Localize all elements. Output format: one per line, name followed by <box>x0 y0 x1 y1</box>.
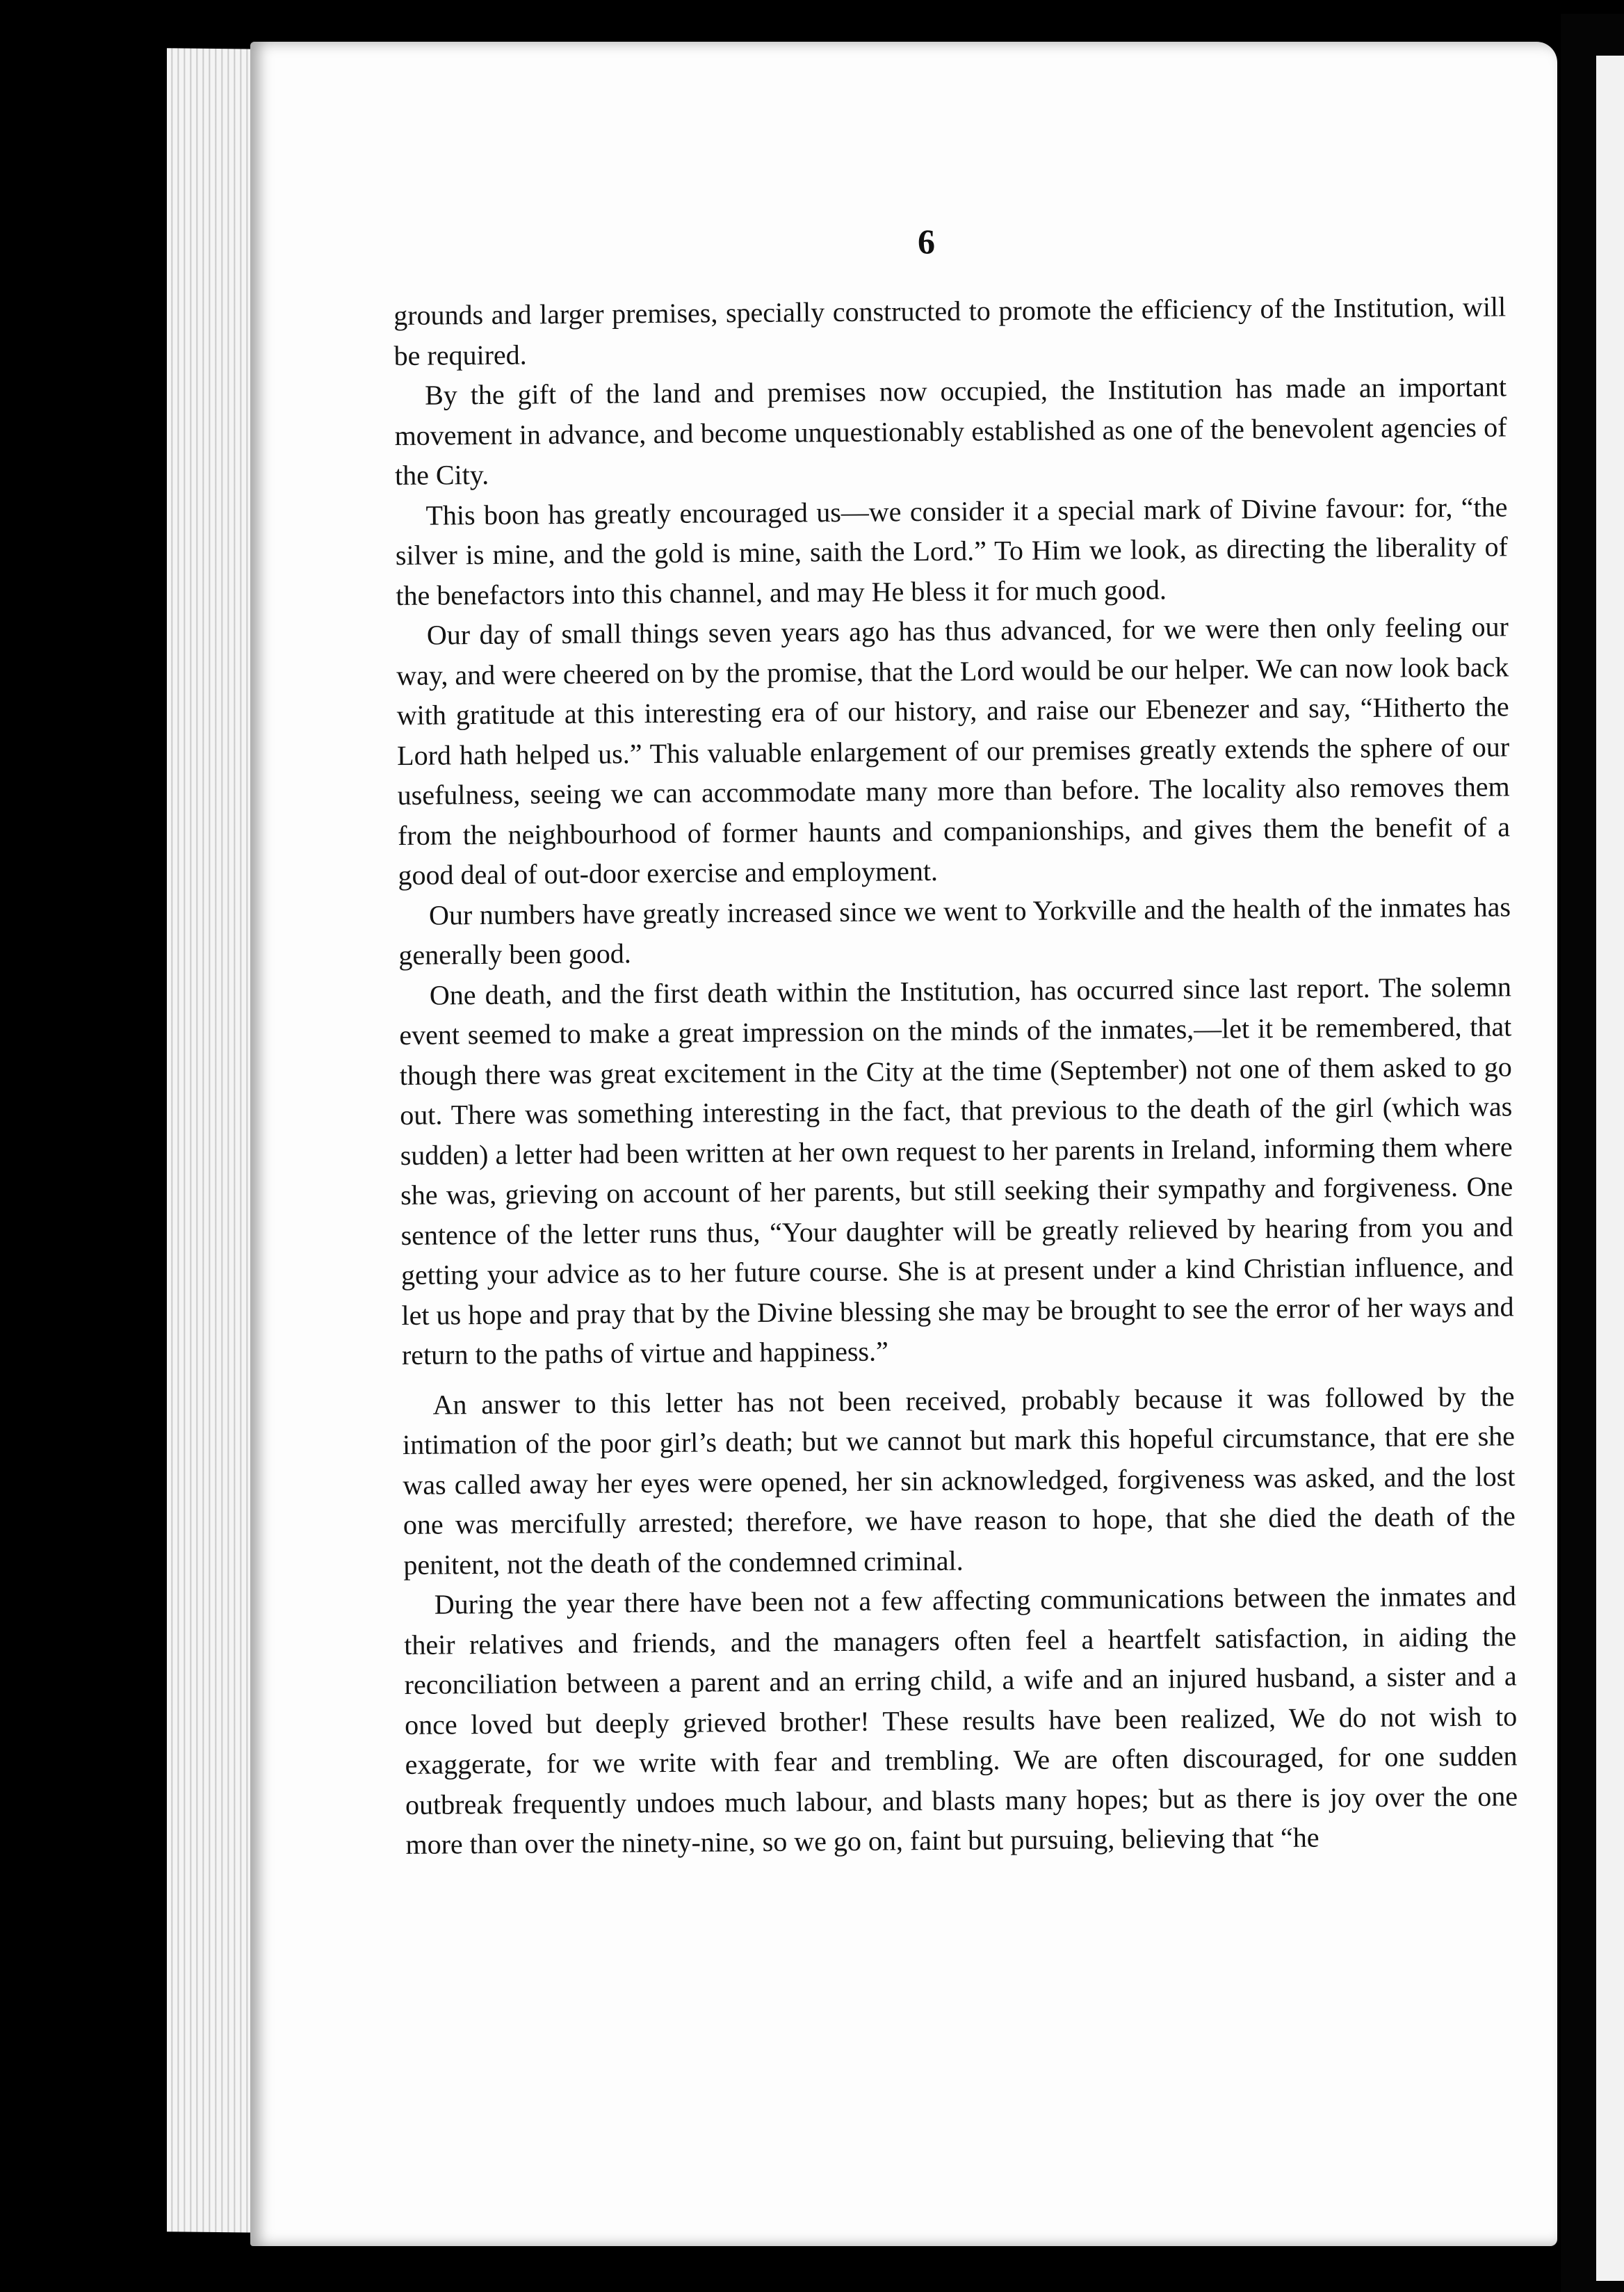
paragraph: This boon has greatly encouraged us—we consider it a special mark of Divine favour: for, “the silver is mine, and the gold is mine, saith the Lord.” To Him we look, as directing the liberality of the benefactors into this channel, and may He bless it for much good. <box>395 490 1509 611</box>
paragraph: One death, and the first death within the Institution, has occurred since last report. The solemn event seemed to make a great impression on the minds of the inmates,—let it be remembered, that though there was great excitement in the City at the time (September) not one of them asked to go out. There was something interesting in the fact, that previous to the death of the girl (which was sudden) a letter had been written at her own request to her parents in Ireland, informing them where she was, grieving on account of her parents, but still seeking their sympathy and forgiveness. One sentence of the letter runs thus, “Your daughter will be greatly relieved by hearing from you and getting your advice as to her future course. She is at present under a kind Christian influence, and let us hope and pray that by the Divine blessing she may be brought to see the error of her ways and return to the paths of virtue and happiness.” <box>399 970 1514 1371</box>
paragraph: During the year there have been not a few affecting communications between the inmates and their relatives and friends, and the managers often feel a heartfelt satisfaction, in aiding the reconciliation between a parent and an erring child, a wife and an injured husband, a sister and a once loved but deeply grieved brother! These results have been realized, We do not wish to exaggerate, for we write with fear and trembling. We are often discouraged, for one sudden outbreak frequently undoes much labour, and blasts many hopes; but as there is joy over the one more than over the ninety-nine, so we go on, faint but pursuing, believing that “he <box>404 1580 1518 1860</box>
paragraph: Our day of small things seven years ago has thus advanced, for we were then only feeling our way, and were cheered on by the promise, that the Lord would be our helper. We can now look back with gratitude at this interesting era of our history, and raise our Ebenezer and say, “Hitherto the Lord hath helped us.” This valuable enlargement of our premises greatly extends the sphere of our usefulness, seeing we can accommodate many more than before. The locality also removes them from the neighbourhood of former haunts and companionships, and gives them the benefit of a good deal of out-door exercise and employment. <box>396 611 1511 891</box>
facing-page-edge <box>1596 56 1624 2281</box>
page-number: 6 <box>918 222 935 261</box>
body-text <box>393 286 1518 1864</box>
paragraph: grounds and larger premises, specially constructed to promote the efficiency of the Institution, will be required. <box>393 291 1507 371</box>
paragraph: By the gift of the land and premises now occupied, the Institution has made an important movement in advance, and become unquestionably established as one of the benevolent agencies of the City. <box>394 371 1507 491</box>
paragraph: Our numbers have greatly increased since we went to Yorkville and the health of the inmates has generally been good. <box>398 890 1511 971</box>
paragraph: An answer to this letter has not been received, probably because it was followed by the intimation of the poor girl’s death; but we cannot but mark this hopeful circumstance, that ere she was called away her eyes were opened, her sin acknowledged, forgiveness was asked, and the lost one was mercifully arrested; therefore, we have reason to hope, that she died the death of the penitent, not the death of the condemned criminal. <box>402 1380 1516 1581</box>
